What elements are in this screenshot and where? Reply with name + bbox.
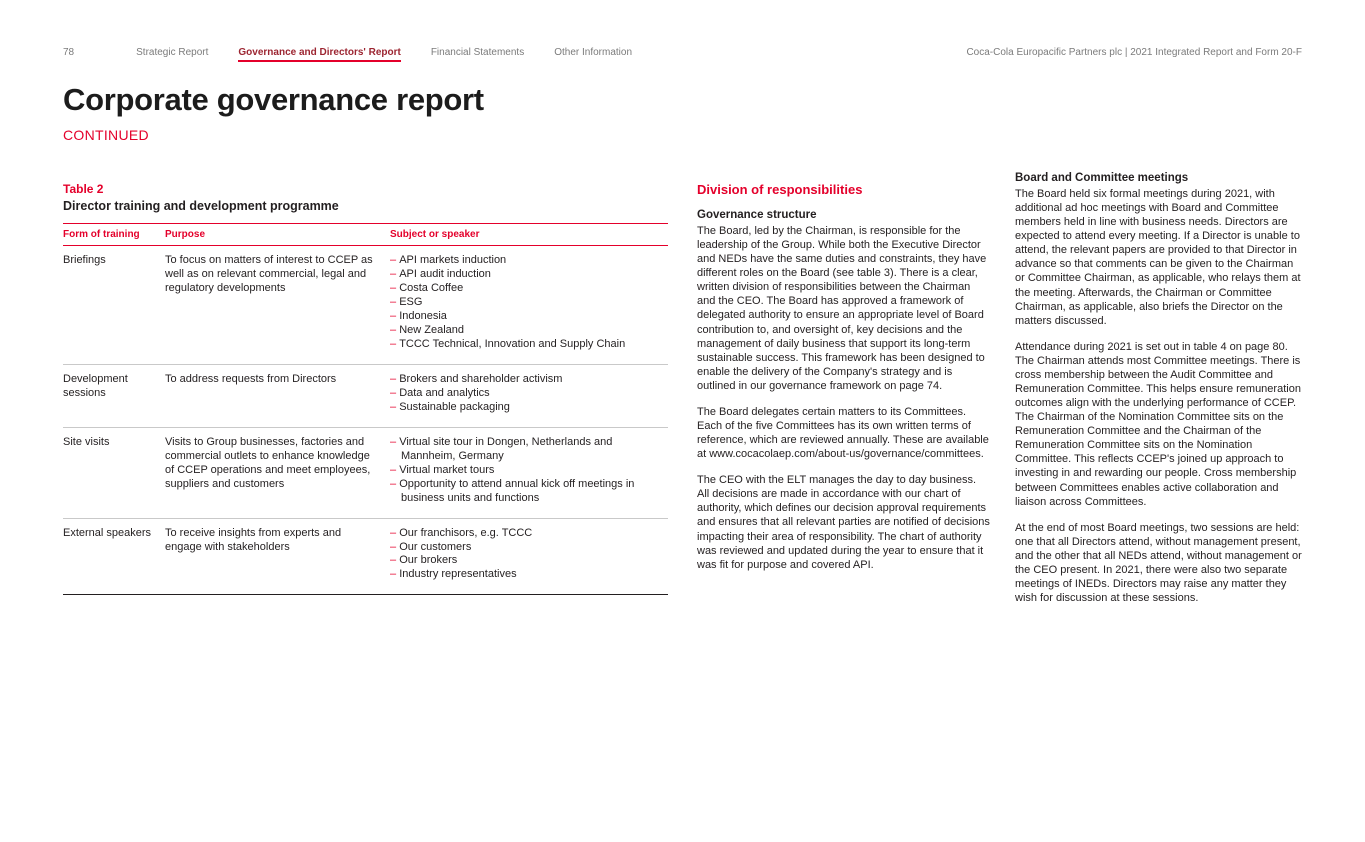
board-meetings-heading: Board and Committee meetings [1015,172,1189,184]
table-row [63,246,668,365]
division-of-responsibilities-section [697,172,990,584]
training-table-section [63,172,668,595]
subject-item: – Virtual market tours [390,464,656,478]
subject-item: – Indonesia [390,310,656,324]
purpose-cell: Visits to Group businesses, factories and commercial outlets to enhance knowledge of CCEP operations and meet employees, suppliers and customers [165,427,390,518]
subject-item: – API markets induction [390,254,656,268]
board-committee-meetings-section [1015,172,1303,617]
table-row [63,518,668,595]
column-header-subject-or-speaker: Subject or speaker [390,224,668,246]
form-of-training-cell: Development sessions [63,364,165,427]
subject-item: – Brokers and shareholder activism [390,373,656,387]
nav-item-other-information[interactable]: Other Information [554,47,633,58]
report-brand-line: Coca-Cola Europacific Partners plc | 2021 Integrated Report and Form 20-F [966,47,1302,58]
page-content [63,172,1303,617]
page-header [63,47,1302,62]
purpose-cell: To receive insights from experts and engage with stakeholders [165,518,390,595]
subjects-cell [390,518,668,595]
purpose-cell: To address requests from Directors [165,364,390,427]
table-header-row [63,224,668,246]
subject-item: – Data and analytics [390,387,656,401]
subjects-cell [390,427,668,518]
table-label: Table 2 [63,182,104,196]
subjects-cell [390,364,668,427]
section-heading: Division of responsibilities [697,182,863,197]
subject-item: – TCCC Technical, Innovation and Supply Chain [390,338,656,352]
table-title: Director training and development programme [63,199,339,213]
nav-item-strategic-report[interactable]: Strategic Report [136,47,209,58]
page-title: Corporate governance report [63,82,484,117]
subject-item: – Opportunity to attend annual kick off meetings in business units and functions [390,478,656,506]
paragraph: The Board delegates certain matters to its Committees. Each of the five Committees has its own written terms of reference, which are reviewed annually. These are available at www.cocacolaep.com/about-us/governance/committees. [697,405,989,461]
paragraph: The CEO with the ELT manages the day to day business. All decisions are made in accordance with our chart of authority, which defines our decision approval requirements and ensures that all relevant parties are notified of decisions impacting their area of responsibility. The chart of authority was reviewed and updated during the year to ensure that it was fit for purpose and covered API. [697,474,990,571]
subject-item: – Our customers [390,541,656,555]
paragraph: At the end of most Board meetings, two sessions are held: one that all Directors attend, without management present, and the other that all NEDs attend, without management or the CEO present. In 2021, there were also two separate meetings of INEDs. Directors may raise any matter they wish for discussion at these sessions. [1015,521,1302,605]
subject-item: – Industry representatives [390,568,656,582]
subject-item: – Our brokers [390,554,656,568]
nav-item-financial-statements[interactable]: Financial Statements [430,47,525,58]
form-of-training-cell: Site visits [63,427,165,518]
subject-item: – Sustainable packaging [390,401,656,415]
column-header-purpose: Purpose [165,224,390,246]
table-row [63,364,668,427]
column-header-form-of-training: Form of training [63,224,165,246]
subject-item: – Virtual site tour in Dongen, Netherlands and Mannheim, Germany [390,436,656,464]
paragraph: The Board held six formal meetings during 2021, with additional ad hoc meetings with Board and Committee members held in line with business needs. Directors are expected to attend every meeting. If a Director is unable to attend, the relevant papers are provided to that Director in advance so that comments can be given to the Chairman or Committee Chairman, as applicable, who relays them at the meeting. Afterwards, the Chairman or Committee Chairman, as applicable, also briefs the Director on the matters discussed. [1015,188,1301,327]
top-nav [136,47,632,62]
paragraph: The Board, led by the Chairman, is responsible for the leadership of the Group. While both the Executive Director and NEDs have the same duties and constraints, they have different roles on the Board (see table 3). There is a clear, written division of responsibilities between the Chairman and the CEO. The Board has approved a framework of delegated authority to ensure an appropriate level of Board contribution to, and oversight of, key decisions and the management of daily business that support its long-term sustainable success. This framework has been designed to enable the delivery of the Company's strategy and is outlined in our governance framework on page 74. [697,225,987,392]
subject-item: – New Zealand [390,324,656,338]
title-block [63,82,484,143]
training-table [63,223,668,595]
table-row [63,427,668,518]
subject-item: – ESG [390,296,656,310]
form-of-training-cell: Briefings [63,246,165,365]
paragraph: Attendance during 2021 is set out in table 4 on page 80. The Chairman attends most Committee meetings. There is cross membership between the Audit Committee and Remuneration Committee. This helps ensure remuneration outcomes align with the underlying performance of CCEP. The Chairman of the Nomination Committee sits on the Remuneration Committee and the Chairman of the Remuneration Committee sits on the Nomination Committee. This reflects CCEP's joined up approach to investing in and rewarding our people. Cross membership between Committees enables active collaboration and liaison across Committees. [1015,340,1301,508]
purpose-cell: To focus on matters of interest to CCEP as well as on relevant commercial, legal and regulatory developments [165,246,390,365]
page-subtitle: CONTINUED [63,127,149,143]
nav-item-governance-directors-report[interactable]: Governance and Directors' Report [238,47,400,62]
subject-item: – Our franchisors, e.g. TCCC [390,527,656,541]
subject-item: – API audit induction [390,268,656,282]
form-of-training-cell: External speakers [63,518,165,595]
subjects-cell [390,246,668,365]
governance-structure-heading: Governance structure [697,209,817,221]
page-number: 78 [63,47,75,58]
subject-item: – Costa Coffee [390,282,656,296]
